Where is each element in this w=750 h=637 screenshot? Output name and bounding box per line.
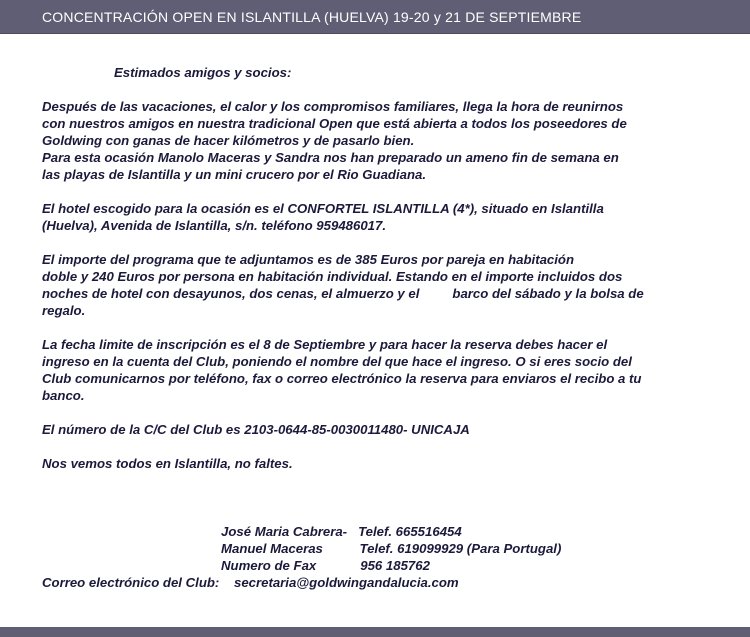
text-line: La fecha limite de inscripción es el 8 de Septiembre y para hacer la reserva debes hacer el bbox=[42, 337, 608, 352]
paragraph-hotel bbox=[42, 200, 732, 234]
bank-account: El número de la C/C del Club es 2103-0644-85-0030011480- UNICAJA bbox=[42, 422, 470, 437]
paragraph-registration bbox=[42, 336, 732, 404]
text-line: Club comunicarnos por teléfono, fax o correo electrónico la reserva para enviaros el recibo a tu bbox=[42, 371, 642, 386]
text-line: noches de hotel con desayunos, dos cenas, el almuerzo y el barco del sábado y la bolsa de bbox=[42, 286, 644, 301]
text-line: doble y 240 Euros por persona en habitación individual. Estando en el importe incluidos dos bbox=[42, 269, 623, 284]
text-line: (Huelva), Avenida de Islantilla, s/n. teléfono 959486017. bbox=[42, 218, 386, 233]
text-line: Después de las vacaciones, el calor y los compromisos familiares, llega la hora de reunirnos bbox=[42, 99, 624, 114]
text-line: con nuestros amigos en nuestra tradicional Open que está abierta a todos los poseedores de bbox=[42, 116, 627, 131]
contact-cabrera: José Maria Cabrera- Telef. 665516454 bbox=[221, 524, 462, 539]
text-line: Goldwing con ganas de hacer kilómetros y de pasarlo bien. bbox=[42, 133, 415, 148]
text-line: las playas de Islantilla y un mini crucero por el Rio Guadiana. bbox=[42, 167, 427, 182]
content-area bbox=[0, 34, 750, 627]
spacer bbox=[42, 489, 732, 523]
text-line: Para esta ocasión Manolo Maceras y Sandra nos han preparado un ameno fin de semana en bbox=[42, 150, 619, 165]
header-bar bbox=[0, 0, 750, 34]
paragraph-intro bbox=[42, 98, 732, 183]
text-line: El importe del programa que te adjuntamos es de 385 Euros por pareja en habitación bbox=[42, 252, 575, 267]
greeting: Estimados amigos y socios: bbox=[114, 65, 292, 80]
contact-block bbox=[42, 523, 732, 591]
email-label: Correo electrónico del Club: bbox=[42, 575, 220, 590]
email-link[interactable]: secretaria@goldwingandalucia.com bbox=[233, 575, 459, 590]
letter-body bbox=[42, 64, 732, 591]
contact-maceras: Manuel Maceras Telef. 619099929 (Para Portugal) bbox=[221, 541, 562, 556]
closing-line: Nos vemos todos en Islantilla, no faltes. bbox=[42, 456, 293, 471]
paragraph-price bbox=[42, 251, 732, 319]
text-line: ingreso en la cuenta del Club, poniendo el nombre del que hace el ingreso. O si eres socio del bbox=[42, 354, 632, 369]
text-line: El hotel escogido para la ocasión es el CONFORTEL ISLANTILLA (4*), situado en Islantilla bbox=[42, 201, 604, 216]
footer-bar bbox=[0, 627, 750, 637]
text-line: banco. bbox=[42, 388, 85, 403]
contact-email-row bbox=[42, 574, 732, 591]
page-title: CONCENTRACIÓN OPEN EN ISLANTILLA (HUELVA) 19-20 y 21 DE SEPTIEMBRE bbox=[42, 9, 582, 25]
contact-fax: Numero de Fax 956 185762 bbox=[221, 558, 430, 573]
text-line: regalo. bbox=[42, 303, 86, 318]
